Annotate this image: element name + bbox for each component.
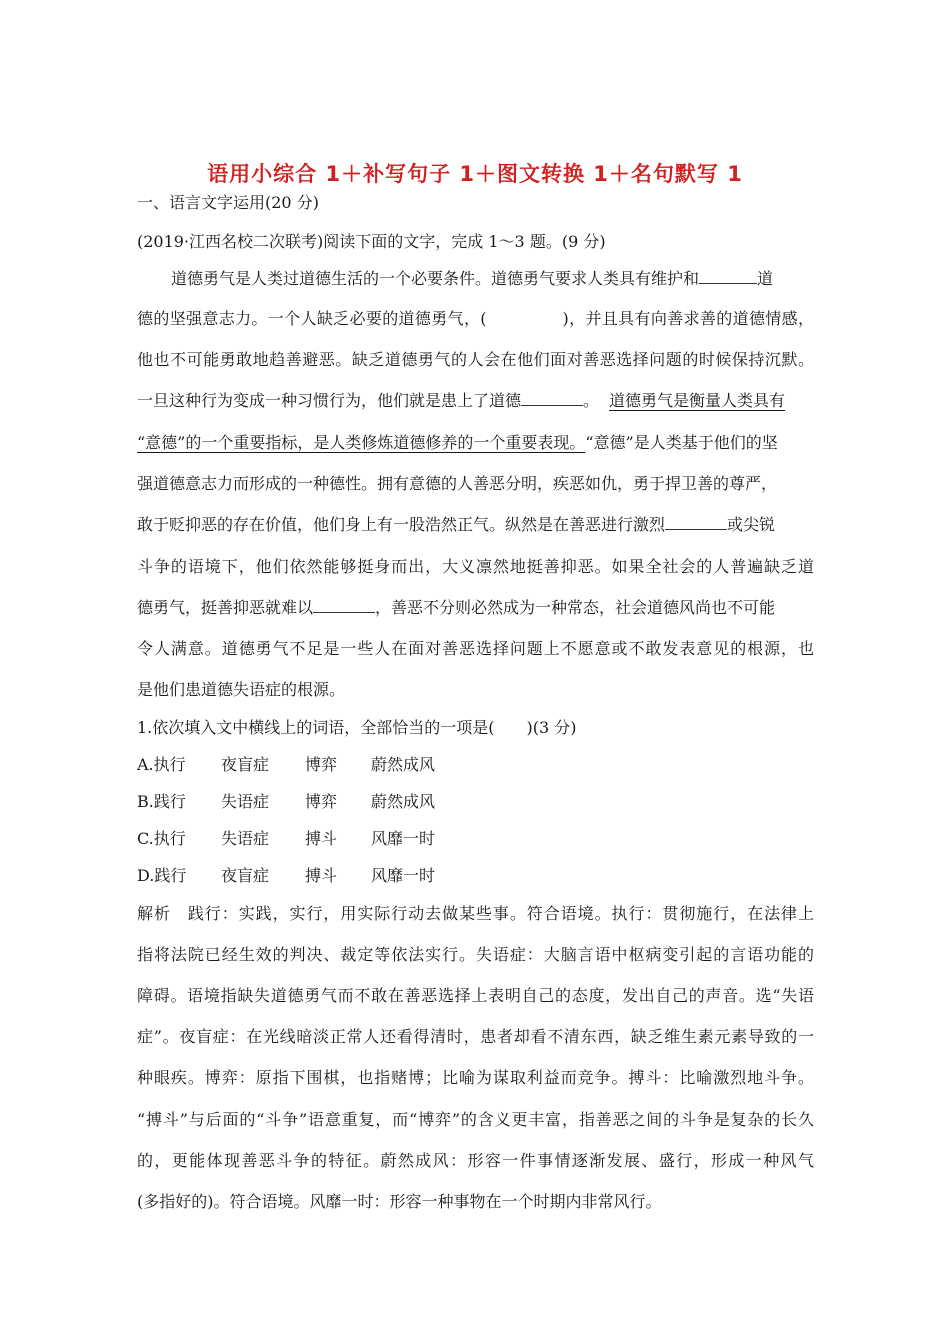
underlined-sentence: 道德勇气是衡量人类具有: [609, 391, 786, 410]
analysis-line: 症”。夜盲症：在光线暗淡正常人还看得清时，患者却看不清东西，缺乏维生素元素导致的一: [137, 1027, 814, 1046]
passage-line: 德勇气，挺善抑恶就难以 ，善恶不分则必然成为一种常态，社会道德风尚也不可能: [137, 598, 776, 617]
passage-line: 令人满意。道德勇气不足是一些人在面对善恶选择问题上不愿意或不敢发表意见的根源，也: [137, 639, 814, 658]
passage-line: 德的坚强意志力。一个人缺乏必要的道德勇气，( )，并且具有向善求善的道德情感，: [137, 309, 814, 328]
passage-line: 敢于贬抑恶的存在价值，他们身上有一股浩然正气。纵然是在善恶进行激烈 或尖锐: [137, 515, 776, 534]
option-a: A.执行 夜盲症 博弈 蔚然成风: [137, 755, 436, 774]
fill-blank-3: [665, 514, 727, 530]
analysis-line: 指将法院已经生效的判决、裁定等依法实行。失语症：大脑言语中枢病变引起的言语功能的: [137, 945, 814, 964]
fill-blank-2: [521, 390, 583, 406]
option-c: C.执行 失语症 搏斗 风靡一时: [137, 829, 436, 848]
analysis-line: “搏斗”与后面的“斗争”语意重复，而“博弈”的含义更丰富，指善恶之间的斗争是复杂的长久: [137, 1110, 814, 1129]
passage-line: 是他们患道德失语症的根源。: [137, 680, 346, 699]
passage-line: 他也不可能勇敢地趋善避恶。缺乏道德勇气的人会在他们面对善恶选择问题的时候保持沉默。: [137, 350, 814, 369]
passage-line: 斗争的语境下，他们依然能够挺身而出，大义凛然地挺善抑恶。如果全社会的人普遍缺乏道: [137, 557, 814, 576]
analysis-line: 的，更能体现善恶斗争的特征。蔚然成风：形容一件事情逐渐发展、盛行，形成一种风气: [137, 1151, 814, 1170]
page-title: 语用小综合 1＋补写句子 1＋图文转换 1＋名句默写 1: [207, 162, 743, 186]
passage-line: 强道德意志力而形成的一种德性。拥有意德的人善恶分明，疾恶如仇，勇于捍卫善的尊严，: [137, 474, 778, 493]
underlined-sentence: “意德”的一个重要指标，是人类修炼道德修养的一个重要表现。: [137, 433, 586, 452]
option-d: D.践行 夜盲症 搏斗 风靡一时: [137, 866, 436, 885]
source-line: (2019·江西名校二次联考)阅读下面的文字，完成 1～3 题。(9 分): [137, 232, 606, 251]
fill-blank-1: [699, 268, 757, 284]
fill-blank-4: [313, 597, 375, 613]
analysis-line: 解析 践行：实践，实行，用实际行动去做某些事。符合语境。执行：贯彻施行，在法律上: [137, 904, 814, 923]
analysis-line: 障碍。语境指缺失道德勇气而不敢在善恶选择上表明自己的态度，发出自己的声音。选“失语: [137, 986, 814, 1005]
section-heading: 一、语言文字运用(20 分): [137, 193, 319, 212]
passage-line: “意德”的一个重要指标，是人类修炼道德修养的一个重要表现。“意德”是人类基于他们的坚: [137, 433, 778, 452]
question-stem: 1.依次填入文中横线上的词语，全部恰当的一项是( )(3 分): [137, 718, 577, 737]
passage-line: 道德勇气是人类过道德生活的一个必要条件。道德勇气要求人类具有维护和 道: [171, 269, 774, 288]
option-b: B.践行 失语症 博弈 蔚然成风: [137, 792, 436, 811]
analysis-line: 种眼疾。博弈：原指下围棋，也指赌博；比喻为谋取利益而竞争。搏斗：比喻激烈地斗争。: [137, 1068, 814, 1087]
passage-line: 一旦这种行为变成一种习惯行为，他们就是患上了道德 。 道德勇气是衡量人类具有: [137, 391, 786, 410]
analysis-line: (多指好的)。符合语境。风靡一时：形容一种事物在一个时期内非常风行。: [137, 1192, 662, 1211]
